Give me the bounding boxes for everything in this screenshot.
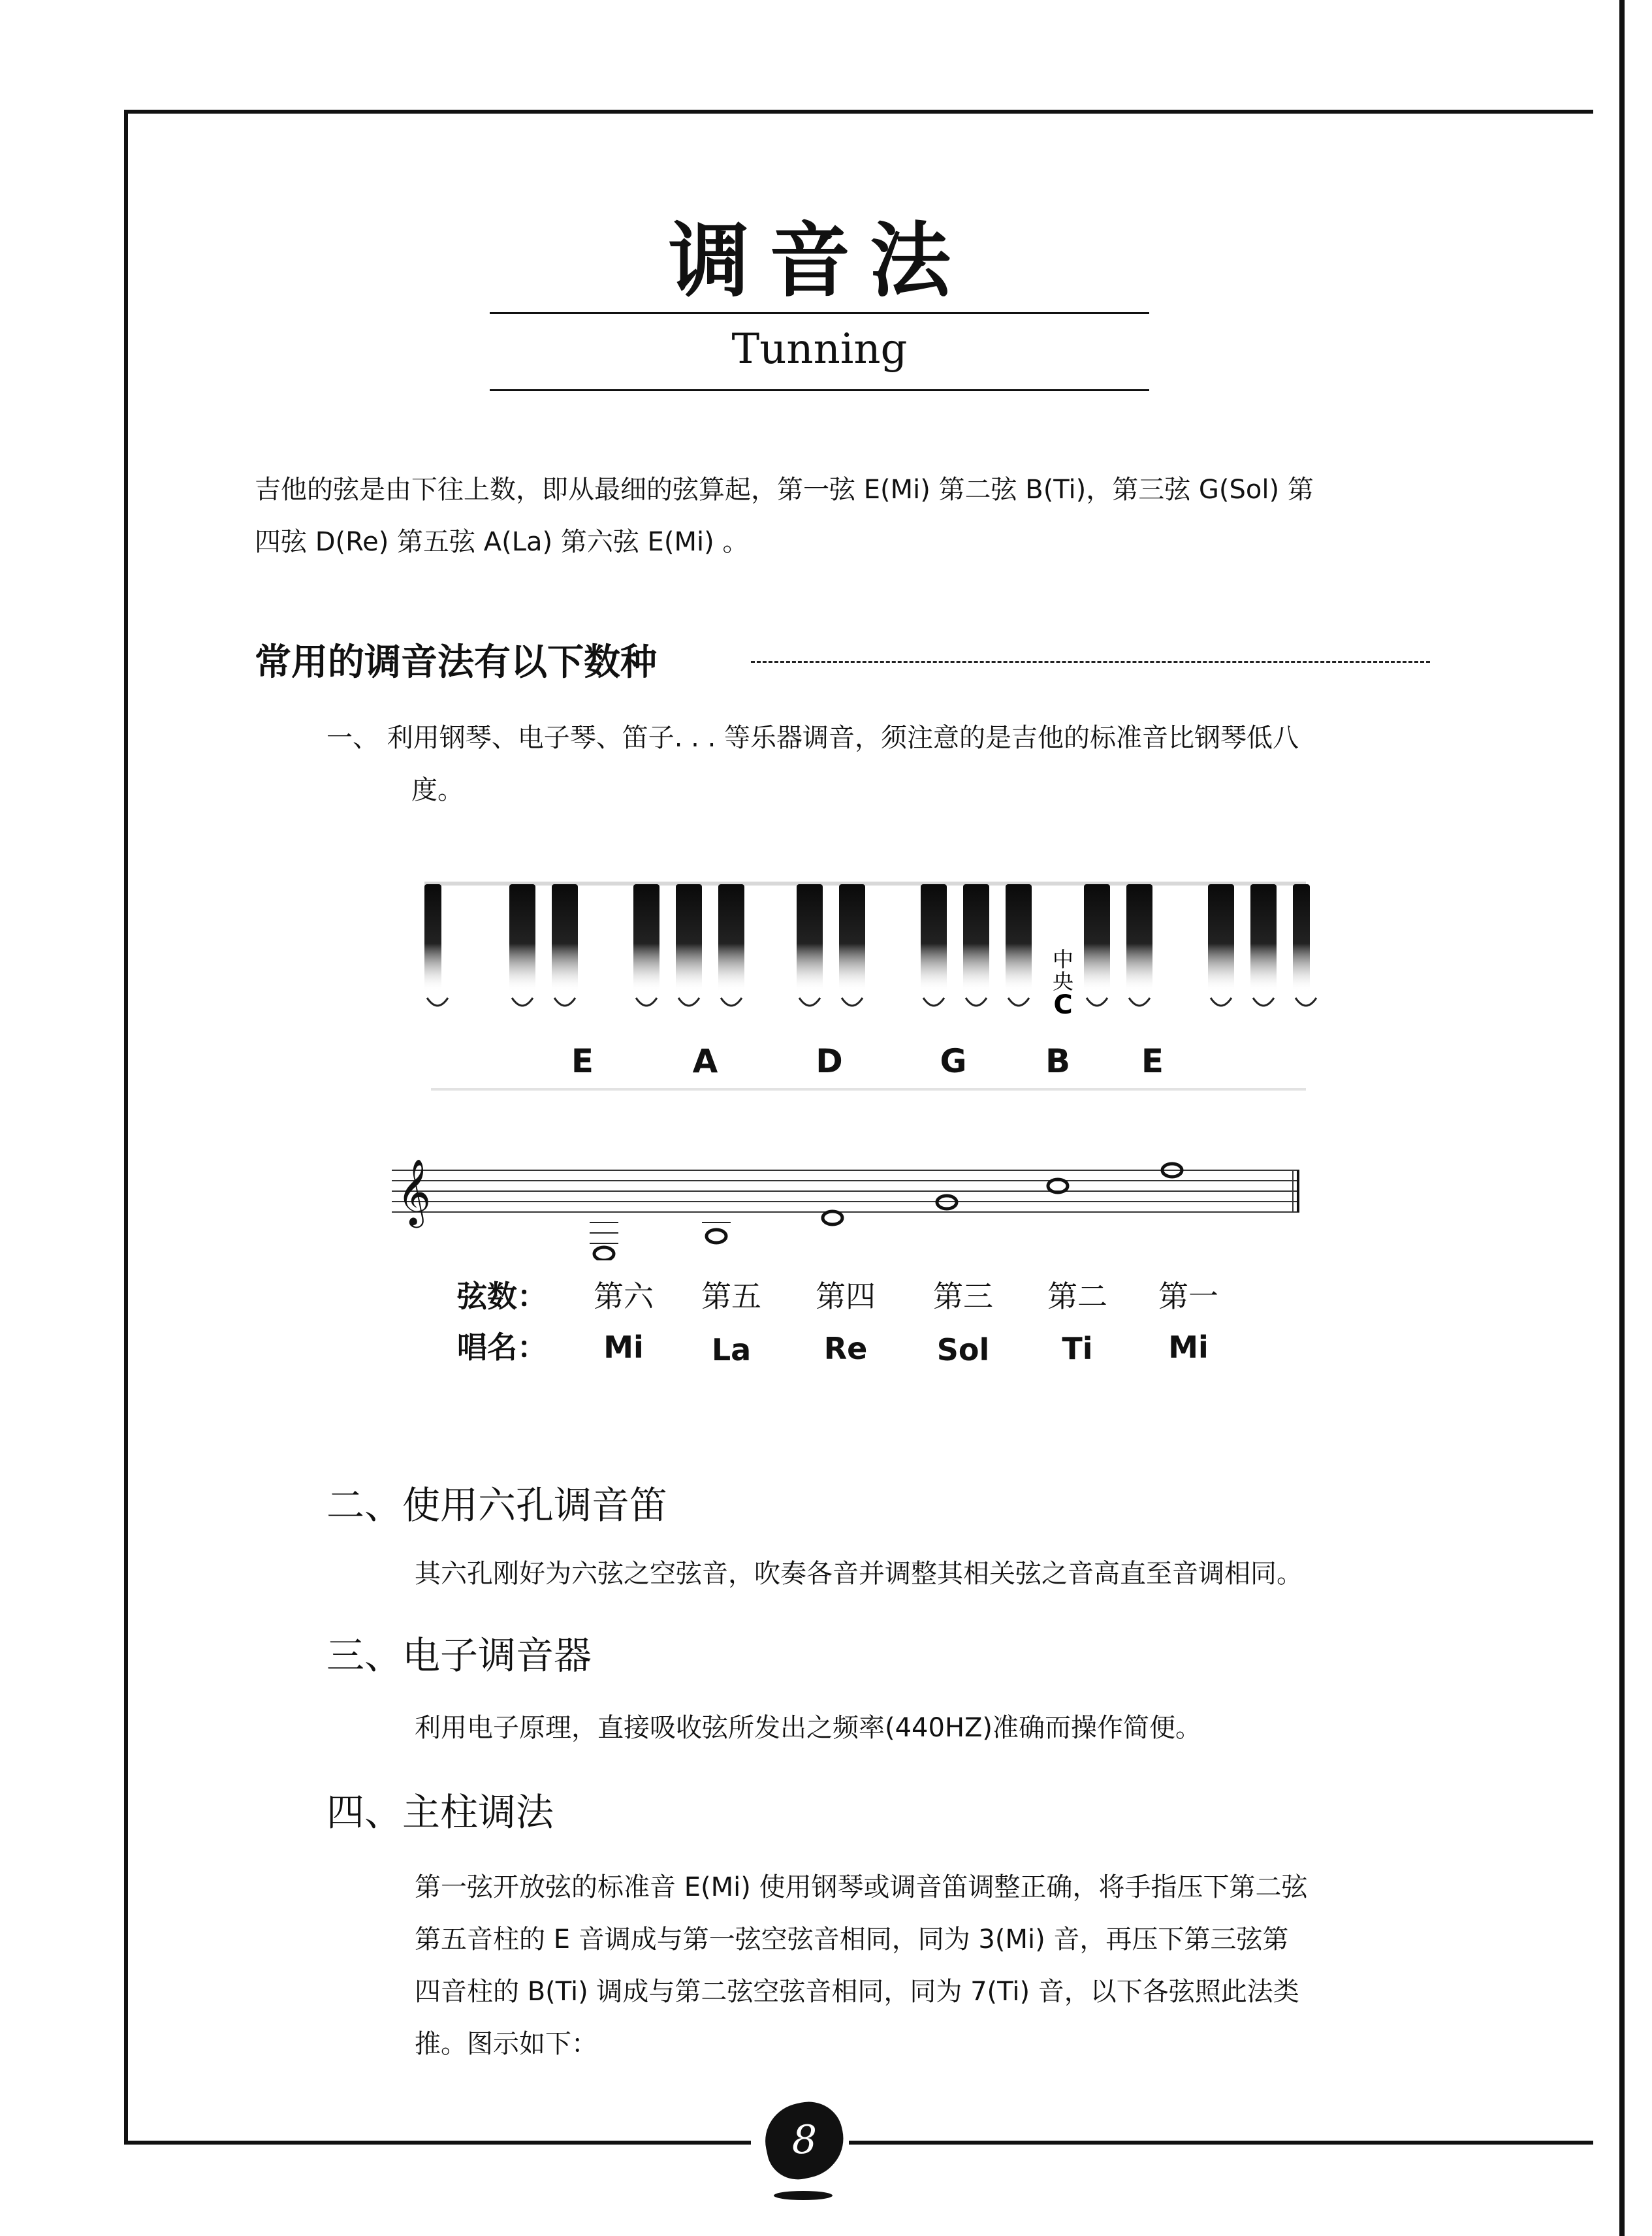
method4-heading: 四、主柱调法	[326, 1790, 554, 1834]
string-cell: 第三	[933, 1279, 993, 1314]
middle-c-label-c: C	[1053, 990, 1073, 1020]
solfege-cell: Re	[823, 1331, 868, 1366]
black-key	[1250, 884, 1277, 992]
whole-note	[594, 1247, 614, 1260]
black-key	[797, 884, 823, 992]
solfege-cell: Mi	[1168, 1330, 1209, 1365]
black-key	[1293, 884, 1310, 992]
method3-body: 利用电子原理，直接吸收弦所发出之频率(440HZ)准确而操作简便。	[415, 1713, 1202, 1743]
black-key	[552, 884, 578, 992]
white-key	[512, 998, 533, 1006]
white-key	[1087, 998, 1107, 1006]
white-key	[721, 998, 742, 1006]
white-key	[799, 998, 820, 1006]
black-key	[676, 884, 702, 992]
method2-body: 其六孔刚好为六弦之空弦音，吹奏各音并调整其相关弦之音高直至音调相同。	[415, 1559, 1303, 1589]
note-letter: D	[816, 1042, 843, 1080]
white-key	[554, 998, 575, 1006]
string-cell: 第四	[816, 1279, 876, 1314]
whole-note	[707, 1230, 726, 1243]
string-cell: 第一	[1158, 1279, 1218, 1314]
black-key	[1006, 884, 1032, 992]
note-letter: E	[571, 1042, 594, 1080]
black-key	[509, 884, 535, 992]
middle-c-label-yang: 央	[1052, 969, 1074, 994]
frame-left-border	[124, 110, 128, 2144]
middle-c-label-zhong: 中	[1052, 947, 1074, 972]
white-key	[1008, 998, 1029, 1006]
black-keys-group	[424, 884, 1310, 992]
solfege-cell: Ti	[1062, 1331, 1093, 1366]
black-key	[1208, 884, 1234, 992]
page-number-underline	[774, 2191, 833, 2200]
heading-dash-rule	[751, 661, 1430, 663]
solfege-cell: Sol	[936, 1332, 990, 1367]
page-number: 8	[791, 2117, 818, 2163]
white-key	[966, 998, 987, 1006]
solfege-cell: La	[711, 1332, 752, 1367]
white-key	[636, 998, 657, 1006]
note-letters-group	[571, 1042, 1164, 1080]
white-key	[1211, 998, 1231, 1006]
title-rule-bottom	[490, 389, 1149, 391]
white-key	[1253, 998, 1274, 1006]
method4-line-4: 推。图示如下：	[415, 2029, 597, 2059]
white-key	[1129, 998, 1150, 1006]
method4-line-1: 第一弦开放弦的标准音 E(Mi) 使用钢琴或调音笛调整正确，将手指压下第二弦	[415, 1872, 1308, 1902]
note-letter: A	[692, 1042, 718, 1080]
page-title: 调音法	[668, 214, 970, 308]
whole-note	[823, 1211, 842, 1224]
frame-right-edge	[1619, 0, 1625, 2236]
intro-line-1: 吉他的弦是由下往上数，即从最细的弦算起，第一弦 E(Mi) 第二弦 B(Ti)，第三弦 G(Sol) 第	[255, 475, 1314, 505]
string-row-label: 弦数：	[457, 1279, 547, 1314]
white-key	[678, 998, 699, 1006]
white-keys-group	[427, 998, 1316, 1006]
string-table	[457, 1280, 1306, 1378]
frame-bottom-border-left	[124, 2141, 751, 2145]
string-cell: 第二	[1047, 1279, 1107, 1314]
methods-heading: 常用的调音法有以下数种	[255, 641, 657, 684]
method1-line-1: 一、 利用钢琴、电子琴、笛子. . . 等乐器调音，须注意的是吉他的标准音比钢琴低八	[326, 723, 1299, 753]
white-key	[427, 998, 448, 1006]
treble-clef-icon: 𝄞	[397, 1158, 432, 1225]
intro-line-2: 四弦 D(Re) 第五弦 A(La) 第六弦 E(Mi) 。	[255, 527, 749, 557]
method3-heading: 三、电子调音器	[326, 1633, 592, 1678]
noise-band	[431, 1088, 1306, 1091]
frame-bottom-border-right	[849, 2141, 1593, 2145]
page-subtitle: Tunning	[731, 325, 908, 374]
black-key	[1084, 884, 1110, 992]
black-key	[1126, 884, 1152, 992]
black-key	[633, 884, 659, 992]
title-rule-top	[490, 312, 1149, 314]
method4-line-2: 第五音柱的 E 音调成与第一弦空弦音相同，同为 3(Mi) 音，再压下第三弦第	[415, 1925, 1289, 1955]
black-key	[839, 884, 865, 992]
method2-heading: 二、使用六孔调音笛	[326, 1483, 668, 1527]
method1-line-2: 度。	[411, 775, 464, 805]
note-letter: E	[1141, 1042, 1164, 1080]
frame-top-border	[124, 110, 1593, 114]
note-letter: B	[1045, 1042, 1071, 1080]
solfege-row-label: 唱名：	[457, 1330, 547, 1365]
black-key	[921, 884, 947, 992]
string-cell: 第六	[594, 1279, 654, 1314]
method4-line-3: 四音柱的 B(Ti) 调成与第二弦空弦音相同，同为 7(Ti) 音，以下各弦照此法类	[415, 1977, 1299, 2007]
black-key	[963, 884, 989, 992]
string-cell: 第五	[701, 1279, 761, 1314]
white-key	[842, 998, 863, 1006]
black-key	[718, 884, 744, 992]
black-key	[424, 884, 441, 992]
white-key	[1295, 998, 1316, 1006]
keyboard-illustration	[392, 869, 1345, 1260]
note-letter: G	[940, 1042, 967, 1080]
white-key	[923, 998, 944, 1006]
solfege-cell: Mi	[603, 1330, 644, 1365]
